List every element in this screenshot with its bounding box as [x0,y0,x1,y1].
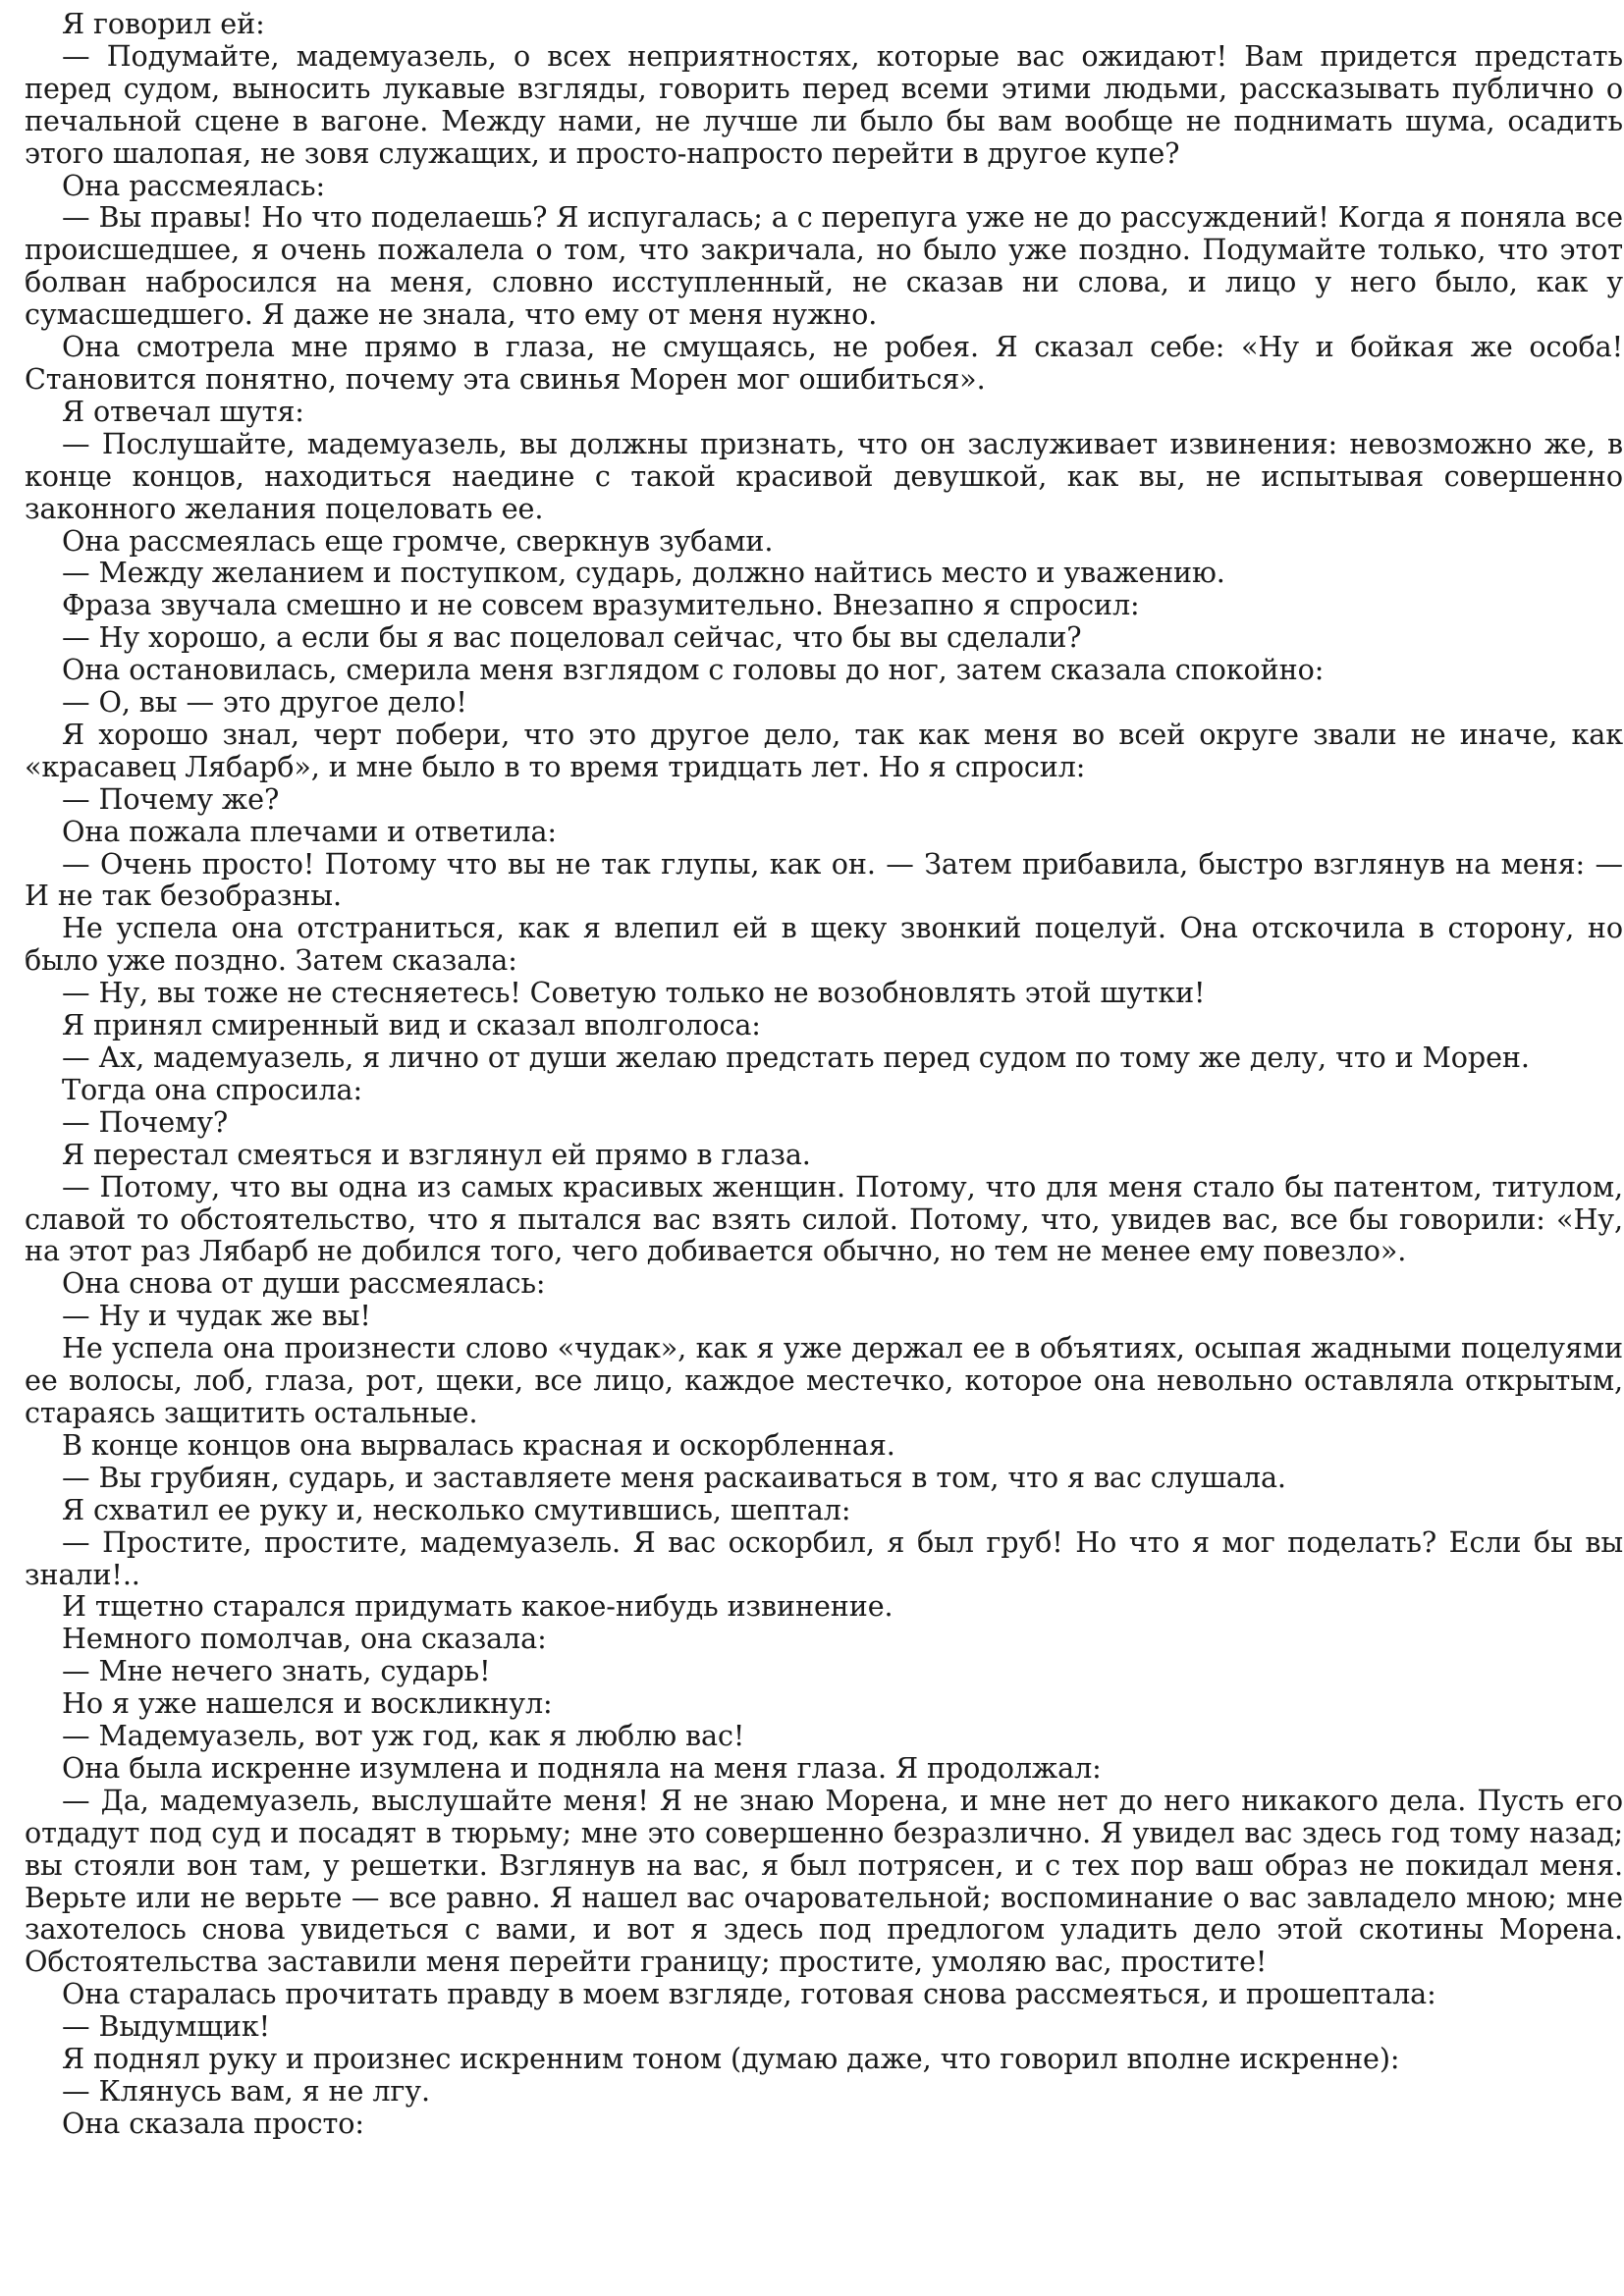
paragraph: — Почему же? [62,781,280,816]
paragraph: Она была искренне изумлена и подняла на меня глаза. Я продолжал: [62,1750,1102,1785]
paragraph: — О, вы — это другое дело! [62,685,467,720]
paragraph: И тщетно старался придумать какое-нибудь извинение. [62,1589,893,1624]
paragraph: Она рассмеялась: [62,168,326,202]
paragraph: Она остановилась, смерила меня взглядом с головы до ног, затем сказала спокойно: [62,653,1325,687]
paragraph: Не успела она произнести слово «чудак», как я уже держал ее в объятиях, осыпая жадными поцелуями ее волосы, лоб, глаза, рот, щеки, все лицо, каждое местечко, которое она невольно оставляла открытым, стараясь защитить остальные. [25,1331,1623,1429]
paragraph: Я говорил ей: [62,7,265,40]
paragraph: В конце концов она вырвалась красная и оскорбленная. [62,1427,895,1462]
paragraph: — Подумайте, мадемуазель, о всех неприятностях, которые вас ожидают! Вам придется предстать перед судом, выносить лукавые взгляды, говорить перед всеми этими людьми, рассказывать публично о печальной сцене в вагоне. Между нами, не лучше ли было бы вам вообще не поднимать шума, осадить этого шалопая, не зовя служащих, и просто-напросто перейти в другое купе? [25,38,1623,170]
paragraph: Но я уже нашелся и воскликнул: [62,1686,553,1721]
paragraph: — Почему? [62,1104,229,1139]
paragraph: — Ну, вы тоже не стесняетесь! Советую только не возобновлять этой шутки! [62,976,1206,1010]
paragraph: — Простите, простите, мадемуазель. Я вас оскорбил, я был груб! Но что я мог поделать? Если бы вы знали!.. [25,1524,1623,1591]
paragraph: Я поднял руку и произнес искренним тоном (думаю даже, что говорил вполне искренне): [62,2042,1400,2076]
paragraph: — Мне нечего знать, сударь! [62,1654,491,1688]
paragraph: — Мадемуазель, вот уж год, как я люблю вас! [62,1719,745,1753]
paragraph: Она рассмеялась еще громче, сверкнув зубами. [62,523,774,558]
paragraph: Тогда она спросила: [62,1072,363,1106]
paragraph: — Ну хорошо, а если бы я вас поцеловал сейчас, что бы вы сделали? [62,620,1082,655]
paragraph: — Очень просто! Потому что вы не так глупы, как он. — Затем прибавила, быстро взглянув на меня: — И не так безобразны. [25,846,1623,913]
document-page [25,8,1623,2140]
paragraph: Она снова от души рассмеялась: [62,1266,546,1301]
paragraph: Фраза звучала смешно и не совсем вразумительно. Внезапно я спросил: [62,588,1140,622]
paragraph: Я принял смиренный вид и сказал вполголоса: [62,1008,761,1042]
paragraph: — Между желанием и поступком, сударь, должно найтись место и уважению. [62,556,1225,590]
paragraph: — Послушайте, мадемуазель, вы должны признать, что он заслуживает извинения: невозможно же, в конце концов, находиться наедине с такой красивой девушкой, как вы, не испытывая совершенно законного желания поцеловать ее. [25,426,1623,525]
paragraph: Она старалась прочитать правду в моем взгляде, готовая снова рассмеяться, и прошептала: [62,1977,1436,2011]
paragraph: — Вы правы! Но что поделаешь? Я испугалась; а с перепуга уже не до рассуждений! Когда я поняла все происшедшее, я очень пожалела о том, что закричала, но было уже поздно. Подумайте только, что этот болван набросился на меня, словно исступленный, не сказав ни слова, и лицо у него было, как у сумасшедшего. Я даже не знала, что ему от меня нужно. [25,200,1623,332]
paragraph: — Вы грубиян, сударь, и заставляете меня раскаиваться в том, что я вас слушала. [62,1460,1286,1494]
paragraph: — Ну и чудак же вы! [62,1299,371,1333]
paragraph: Я схватил ее руку и, несколько смутившись, шептал: [62,1492,851,1526]
paragraph: Не успела она отстраниться, как я влепил ей в щеку звонкий поцелуй. Она отскочила в сторону, но было уже поздно. Затем сказала: [25,911,1623,978]
paragraph: Немного помолчав, она сказала: [62,1622,547,1656]
paragraph: Она сказала просто: [62,2106,364,2140]
paragraph: — Потому, что вы одна из самых красивых женщин. Потому, что для меня стало бы патентом, титулом, славой то обстоятельство, что я пытался вас взять силой. Потому, что, увидев вас, все бы говорили: «Ну, на этот раз Лябарб не добился того, чего добивается обычно, но тем не менее ему повезло». [25,1169,1623,1268]
paragraph: Я отвечал шутя: [62,394,304,428]
paragraph: — Выдумщик! [62,2009,271,2044]
paragraph: Я хорошо знал, черт побери, что это другое дело, так как меня во всей округе звали не иначе, как «красавец Лябарб», и мне было в то время тридцать лет. Но я спросил: [25,717,1623,783]
paragraph: — Ах, мадемуазель, я лично от души желаю предстать перед судом по тому же делу, что и Морен. [62,1041,1530,1074]
paragraph: — Да, мадемуазель, выслушайте меня! Я не знаю Морена, и мне нет до него никакого дела. Пусть его отдадут под суд и посадят в тюрьму; мне это совершенно безразлично. Я увидел вас здесь год тому назад; вы стояли вон там, у решетки. Взглянув на вас, я был потрясен, и с тех пор ваш образ не покидал меня. Верьте или не верьте — все равно. Я нашел вас очаровательной; воспоминание о вас завладело мною; мне захотелось снова увидеться с вами, и вот я здесь под предлогом уладить дело этой скотины Морена. Обстоятельства заставили меня перейти границу; простите, умоляю вас, простите! [25,1783,1623,1979]
paragraph: Я перестал смеяться и взглянул ей прямо в глаза. [62,1137,811,1171]
paragraph: Она пожала плечами и ответила: [62,814,557,848]
paragraph: Она смотрела мне прямо в глаза, не смущаясь, не робея. Я сказал себе: «Ну и бойкая же особа! Становится понятно, почему эта свинья Морен мог ошибиться». [25,330,1623,396]
paragraph: — Клянусь вам, я не лгу. [62,2074,430,2108]
